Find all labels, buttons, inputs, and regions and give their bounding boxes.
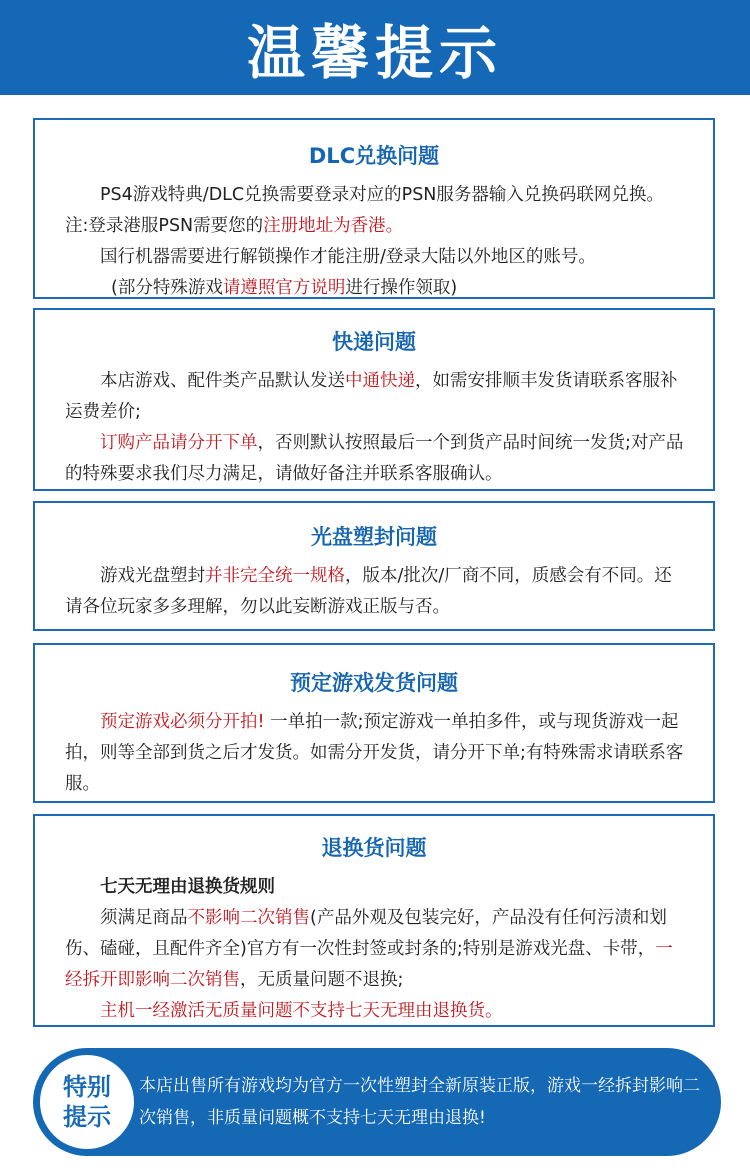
text: 须满足商品: [100, 908, 188, 928]
text: 进行操作领取): [345, 278, 458, 298]
text: 游戏光盘塑封: [100, 566, 205, 586]
paragraph: [65, 903, 687, 996]
section-dlc: [33, 118, 715, 299]
section-body: [65, 872, 687, 1027]
paragraph: [65, 180, 687, 242]
highlight-text: 请遵照官方说明: [222, 278, 346, 298]
highlight-text: 一经拆开即影响二次销售: [65, 939, 673, 990]
rule-title: 七天无理由退换货规则: [100, 877, 275, 897]
section-body: [65, 561, 687, 623]
text: 国行机器需要进行解锁操作才能注册/登录大陆以外地区的账号。: [100, 247, 596, 267]
paragraph: [65, 707, 687, 800]
highlight-text: 中通快递: [345, 371, 415, 391]
section-returns: [33, 814, 715, 1027]
section-preorder: [33, 643, 715, 803]
section-title: 退换货问题: [321, 836, 427, 860]
section-body: [65, 180, 687, 304]
special-notice-banner: [33, 1048, 721, 1156]
highlight-text: 订购产品请分开下单: [100, 433, 258, 453]
text: ，版本/批次/厂商不同，质感会有不同。还请各位玩家多多理解，勿以此妄断游戏正版与否。: [65, 566, 672, 617]
section-title: 预定游戏发货问题: [290, 671, 458, 695]
page-title: 温馨提示: [246, 18, 503, 87]
highlight-text: 主机一经激活无质量问题不支持七天无理由退换货。: [100, 1001, 503, 1021]
text: (产品外观及包装完好，产品没有任何污渍和划伤、磕碰，且配件齐全)官方有一次性封签或封条的;特别是游戏光盘、卡带，: [65, 908, 667, 959]
special-notice-badge: [40, 1055, 134, 1149]
header-banner: [0, 0, 750, 95]
paragraph: [65, 273, 687, 304]
badge-line: 特别: [63, 1073, 111, 1101]
paragraph: [65, 366, 687, 428]
section-express: [33, 308, 715, 491]
section-body: [65, 707, 687, 800]
section-title: DLC兑换问题: [308, 144, 440, 168]
section-seal: [33, 501, 715, 631]
highlight-text: 注册地址为香港。: [263, 216, 404, 236]
section-body: [65, 366, 687, 490]
paragraph: [65, 242, 687, 273]
highlight-text: 并非完全统一规格: [205, 566, 345, 586]
special-notice-text: 本店出售所有游戏均为官方一次性塑封全新原装正版，游戏一经拆封影响二次销售，非质量问题概不支持七天无理由退换!: [139, 1076, 700, 1128]
paragraph: [65, 561, 687, 623]
highlight-text: 预定游戏必须分开拍!: [100, 712, 265, 732]
text: ，无质量问题不退换;: [240, 970, 404, 990]
highlight-text: 不影响二次销售: [187, 908, 310, 928]
text: PS4游戏特典/DLC兑换需要登录对应的PSN服务器输入兑换码联网兑换。注:登录港服PSN需要您的: [65, 185, 664, 236]
text: (部分特殊游戏: [111, 278, 223, 298]
paragraph: [65, 428, 687, 490]
text: 一单拍一款;预定游戏一单拍多件，或与现货游戏一起拍，则等全部到货之后才发货。如需分开发货，请分开下单;有特殊需求请联系客服。: [65, 712, 684, 794]
section-title: 快递问题: [332, 330, 416, 354]
paragraph: [65, 996, 687, 1027]
section-title: 光盘塑封问题: [311, 525, 437, 549]
text: 本店游戏、配件类产品默认发送: [100, 371, 345, 391]
text: ，如需安排顺丰发货请联系客服补运费差价;: [65, 371, 678, 422]
text: ，否则默认按照最后一个到货产品时间统一发货;对产品的特殊要求我们尽力满足，请做好备注并联系客服确认。: [65, 433, 684, 484]
badge-line: 提示: [63, 1103, 111, 1131]
